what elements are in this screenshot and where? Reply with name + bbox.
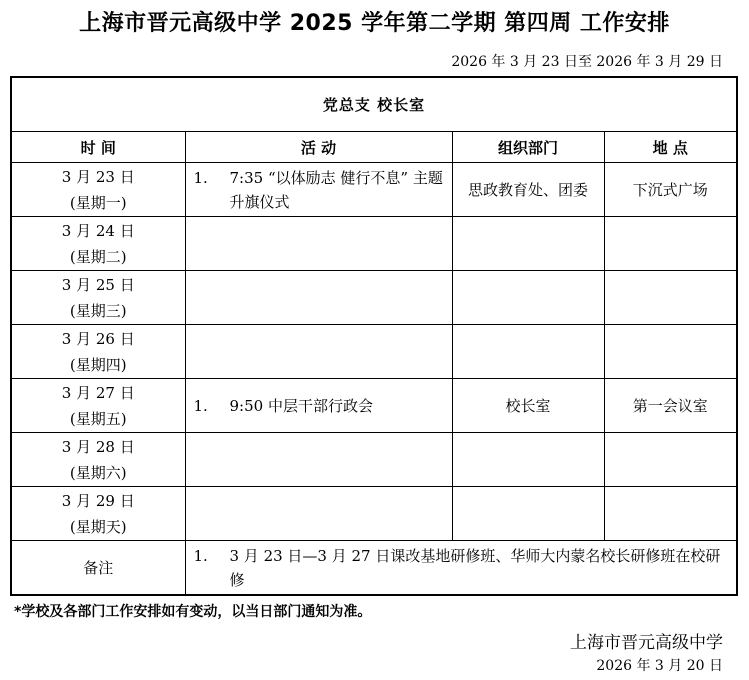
column-header-time: 时 间 xyxy=(11,132,185,163)
location-cell: 下沉式广场 xyxy=(604,163,737,217)
date-text: 3 月 25 日 xyxy=(61,275,135,294)
footnote: *学校及各部门工作安排如有变动，以当日部门通知为准。 xyxy=(14,604,372,620)
date-cell xyxy=(11,487,185,541)
column-header-department: 组织部门 xyxy=(452,132,604,163)
location-cell: 第一会议室 xyxy=(604,379,737,433)
signature-date: 2026 年 3 月 20 日 xyxy=(596,658,723,674)
date-cell xyxy=(11,433,185,487)
day-row xyxy=(11,217,737,271)
department-cell xyxy=(452,217,604,271)
department-cell: 思政教育处、团委 xyxy=(452,163,604,217)
day-row xyxy=(11,163,737,217)
activity-cell xyxy=(185,271,452,325)
activity-item xyxy=(194,544,737,592)
department-cell xyxy=(452,487,604,541)
activity-text: 7:35 “以体励志 健行不息” 主题升旗仪式 xyxy=(229,168,443,211)
location-cell xyxy=(604,325,737,379)
activity-item xyxy=(194,394,452,418)
date-text: 3 月 29 日 xyxy=(61,491,135,510)
location-cell xyxy=(604,433,737,487)
department-cell xyxy=(452,325,604,379)
date-cell xyxy=(11,217,185,271)
date-cell xyxy=(11,271,185,325)
activity-cell xyxy=(185,487,452,541)
date-text: 3 月 27 日 xyxy=(61,383,135,402)
date-cell xyxy=(11,379,185,433)
location-cell xyxy=(604,487,737,541)
weekday-text: (星期二) xyxy=(69,247,127,266)
weekday-text: (星期五) xyxy=(69,409,127,428)
activity-cell xyxy=(185,217,452,271)
weekday-text: (星期三) xyxy=(69,301,127,320)
day-row xyxy=(11,271,737,325)
signature-org: 上海市晋元高级中学 xyxy=(570,633,723,653)
day-row xyxy=(11,433,737,487)
day-row xyxy=(11,487,737,541)
activity-cell xyxy=(185,379,452,433)
page-title: 上海市晋元高级中学 2025 学年第二学期 第四周 工作安排 xyxy=(79,11,670,36)
department-cell xyxy=(452,271,604,325)
weekday-text: (星期一) xyxy=(69,193,127,212)
column-header-activity: 活 动 xyxy=(185,132,452,163)
column-header-row xyxy=(11,132,737,163)
activity-cell xyxy=(185,325,452,379)
notes-label: 备注 xyxy=(11,541,185,596)
department-cell xyxy=(452,433,604,487)
weekday-text: (星期六) xyxy=(69,463,127,482)
activity-number: 1. xyxy=(193,396,208,415)
day-row xyxy=(11,379,737,433)
activity-cell xyxy=(185,163,452,217)
date-text: 3 月 23 日 xyxy=(61,167,135,186)
activity-item xyxy=(194,166,452,214)
date-cell xyxy=(11,163,185,217)
office-title: 党总支 校长室 xyxy=(11,77,737,132)
notes-row xyxy=(11,541,737,596)
date-range: 2026 年 3 月 23 日至 2026 年 3 月 29 日 xyxy=(451,54,723,70)
date-cell xyxy=(11,325,185,379)
schedule-table xyxy=(10,76,738,596)
activity-cell xyxy=(185,433,452,487)
weekday-text: (星期天) xyxy=(69,517,127,536)
date-text: 3 月 24 日 xyxy=(61,221,135,240)
activity-number: 1. xyxy=(193,546,208,565)
activity-number: 1. xyxy=(193,168,208,187)
location-cell xyxy=(604,271,737,325)
column-header-location: 地 点 xyxy=(604,132,737,163)
day-row xyxy=(11,325,737,379)
department-cell: 校长室 xyxy=(452,379,604,433)
date-text: 3 月 26 日 xyxy=(61,329,135,348)
location-cell xyxy=(604,217,737,271)
notes-cell xyxy=(185,541,737,596)
date-text: 3 月 28 日 xyxy=(61,437,135,456)
weekday-text: (星期四) xyxy=(69,355,127,374)
office-header-row xyxy=(11,77,737,132)
activity-text: 9:50 中层干部行政会 xyxy=(229,396,373,415)
activity-text: 3 月 23 日—3 月 27 日课改基地研修班、华师大内蒙名校长研修班在校研修 xyxy=(229,546,721,589)
